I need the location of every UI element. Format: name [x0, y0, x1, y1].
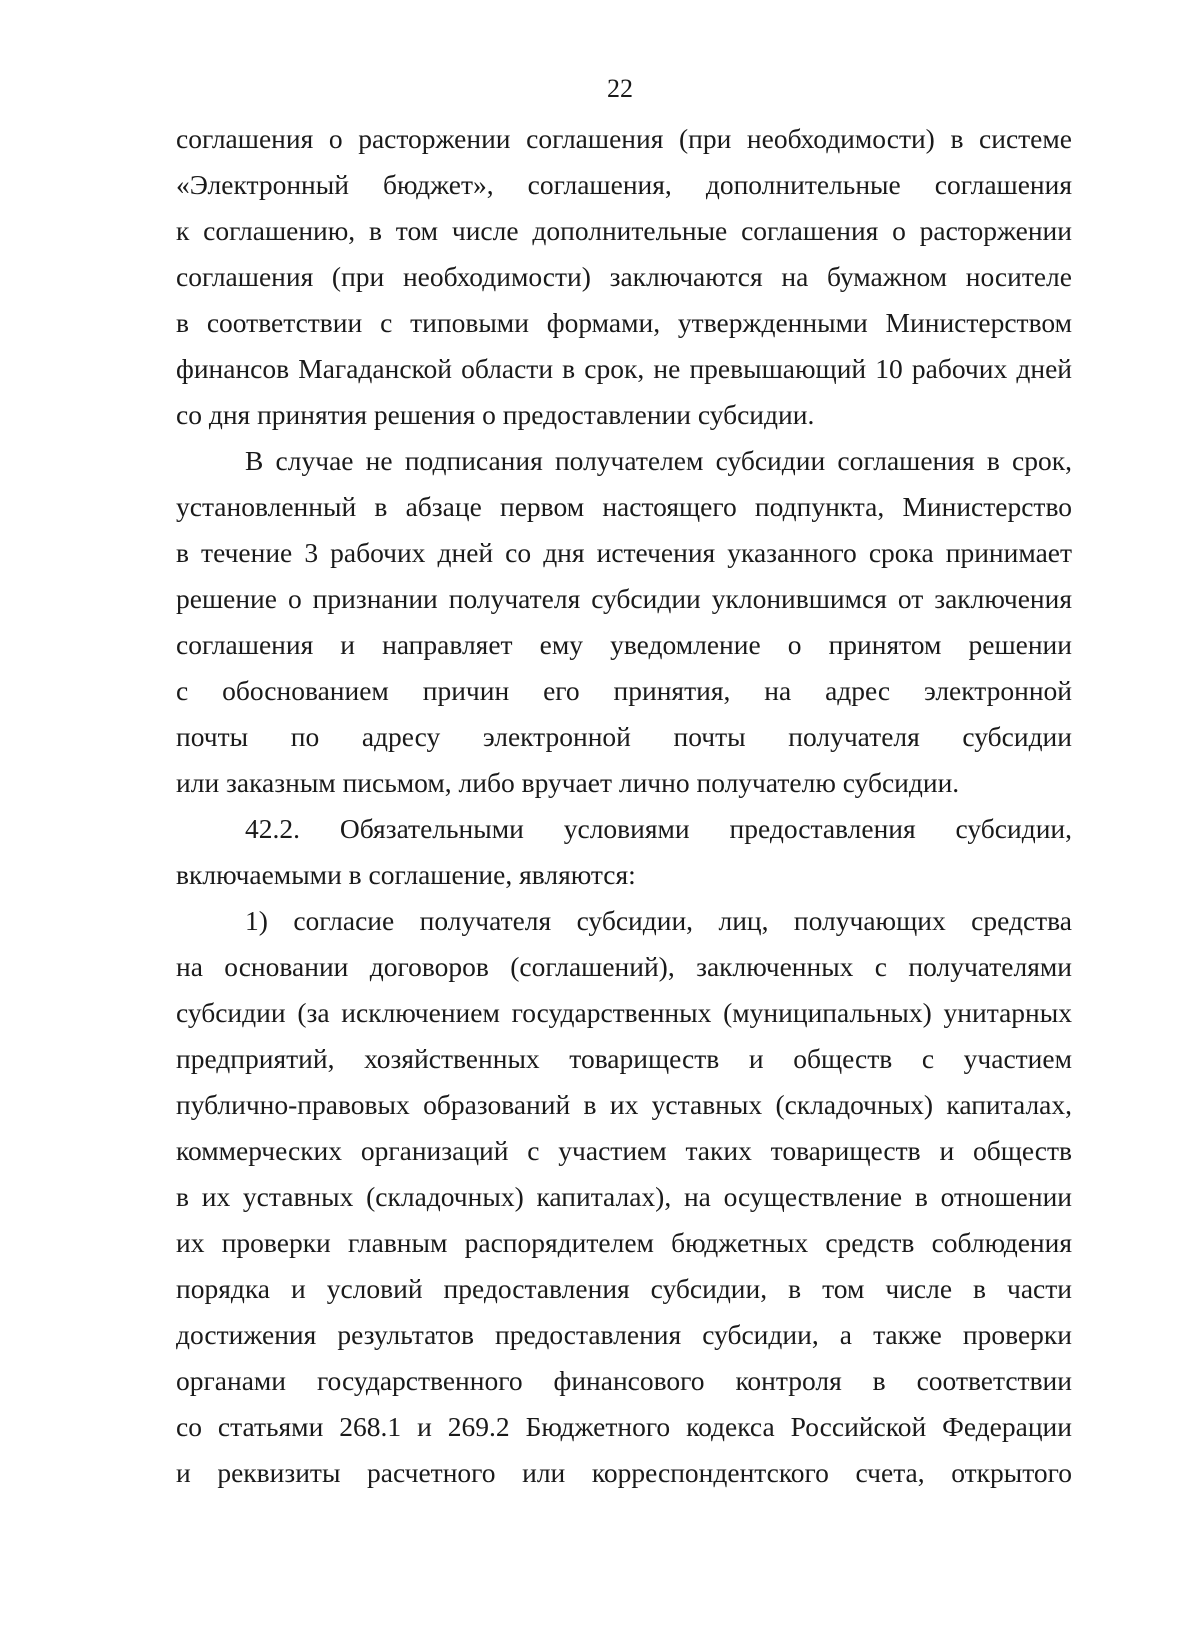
text-line: 1) согласие получателя субсидии, лиц, получающих средства — [245, 905, 1072, 936]
text-line: В случае не подписания получателем субсидии соглашения в срок, — [245, 445, 1072, 476]
text-line: 42.2. Обязательными условиями предоставления субсидии, — [245, 813, 1072, 844]
text-line: в их уставных (складочных) капиталах), на осуществление в отношении — [176, 1181, 1072, 1212]
text-line: почты по адресу электронной почты получателя субсидии — [176, 721, 1072, 752]
text-line: соглашения о расторжении соглашения (при необходимости) в системе — [176, 123, 1072, 154]
text-line: «Электронный бюджет», соглашения, дополнительные соглашения — [176, 169, 1072, 200]
text-line: установленный в абзаце первом настоящего подпункта, Министерство — [176, 491, 1072, 522]
text-line: их проверки главным распорядителем бюджетных средств соблюдения — [176, 1227, 1072, 1258]
text-line: финансов Магаданской области в срок, не превышающий 10 рабочих дней — [176, 353, 1072, 384]
text-line: коммерческих организаций с участием таких товариществ и обществ — [176, 1135, 1072, 1166]
text-line: или заказным письмом, либо вручает лично получателю субсидии. — [176, 767, 960, 798]
text-line: публично-правовых образований в их уставных (складочных) капиталах, — [176, 1089, 1072, 1120]
text-line: решение о признании получателя субсидии уклонившимся от заключения — [176, 583, 1072, 614]
text-line: соглашения (при необходимости) заключаются на бумажном носителе — [176, 261, 1072, 292]
text-line: соглашения и направляет ему уведомление о принятом решении — [176, 629, 1072, 660]
page-number: 22 — [607, 74, 633, 103]
text-line: в соответствии с типовыми формами, утвержденными Министерством — [176, 307, 1072, 338]
text-line: достижения результатов предоставления субсидии, а также проверки — [176, 1319, 1072, 1350]
text-line: на основании договоров (соглашений), заключенных с получателями — [176, 951, 1072, 982]
text-line: предприятий, хозяйственных товариществ и обществ с участием — [176, 1043, 1072, 1074]
text-line: субсидии (за исключением государственных (муниципальных) унитарных — [176, 997, 1072, 1028]
text-line: со статьями 268.1 и 269.2 Бюджетного кодекса Российской Федерации — [176, 1411, 1072, 1442]
text-line: в течение 3 рабочих дней со дня истечения указанного срока принимает — [176, 537, 1072, 568]
text-line: органами государственного финансового контроля в соответствии — [176, 1365, 1072, 1396]
text-line: к соглашению, в том числе дополнительные соглашения о расторжении — [176, 215, 1072, 246]
text-line: порядка и условий предоставления субсидии, в том числе в части — [176, 1273, 1072, 1304]
text-line: и реквизиты расчетного или корреспондентского счета, открытого — [176, 1457, 1072, 1488]
text-line: со дня принятия решения о предоставлении субсидии. — [176, 399, 815, 430]
text-line: включаемыми в соглашение, являются: — [176, 859, 636, 890]
text-line: с обоснованием причин его принятия, на адрес электронной — [176, 675, 1072, 706]
